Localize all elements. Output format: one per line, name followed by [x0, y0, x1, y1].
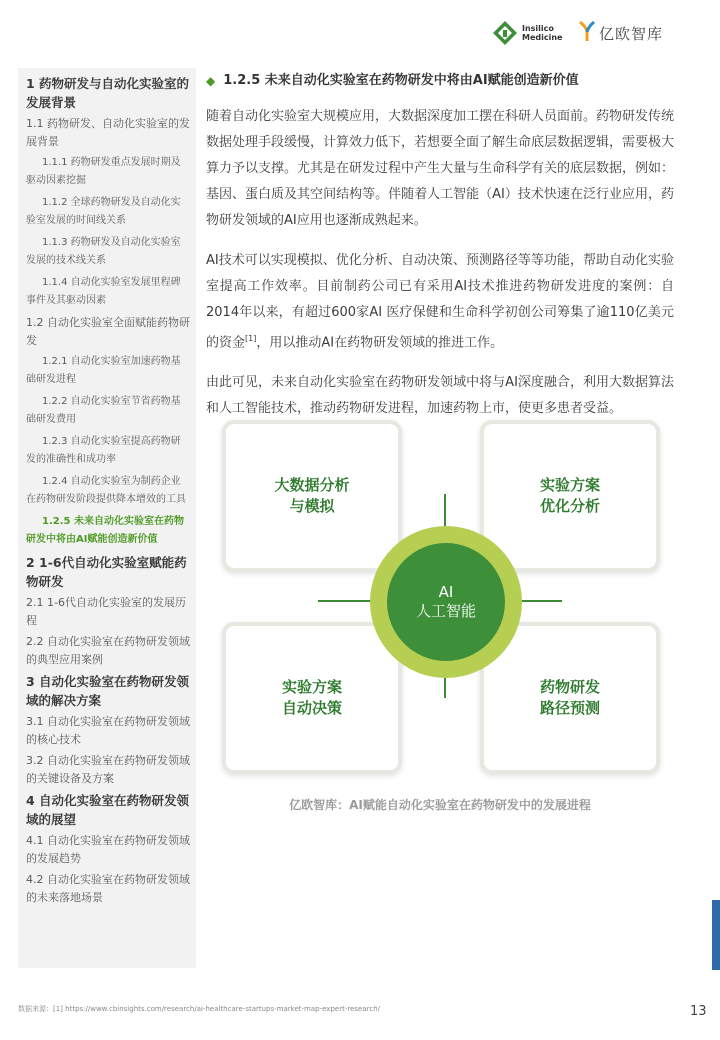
- table-of-contents: [18, 68, 196, 968]
- toc-item[interactable]: 1 药物研发与自动化实验室的发展背景: [26, 76, 190, 110]
- card-experiment-optimization: [480, 420, 660, 572]
- toc-item[interactable]: 3 自动化实验室在药物研发领域的解决方案: [26, 674, 190, 708]
- toc-item[interactable]: 1.2.2 自动化实验室节省药物基础研发费用: [26, 396, 181, 425]
- logo-line1: Insilico: [522, 24, 554, 33]
- insilico-logo-text: [522, 24, 562, 42]
- toc-item[interactable]: 1.1 药物研发、自动化实验室的发展背景: [26, 117, 190, 148]
- yiou-logo: [578, 18, 663, 48]
- logo-line2: Medicine: [522, 33, 563, 42]
- toc-item[interactable]: 1.1.1 药物研发重点发展时期及驱动因素挖掘: [26, 157, 181, 186]
- paragraph-1: 随着自动化实验室大规模应用，大数据深度加工摆在科研人员面前。药物研发传统数据处理手段缓慢，计算效力低下，若想要全面了解生命底层数据逻辑，需要极大算力予以支撑。尤其是在研发过程中产生大量与生命科学有关的底层数据，例如：基因、蛋白质及其空间结构等。伴随着人工智能（AI）技术快速在泛行业应用，药物研发领域的AI应用也逐渐成熟起来。: [206, 109, 675, 228]
- toc-item[interactable]: 3.1 自动化实验室在药物研发领域的核心技术: [26, 715, 190, 746]
- section-title: [206, 70, 674, 92]
- diamond-bullet-icon: ◆: [206, 74, 216, 88]
- page-number: 13: [690, 1004, 707, 1019]
- toc-item[interactable]: 1.1.3 药物研发及自动化实验室发展的技术线关系: [26, 237, 181, 266]
- card-label: 实验方案 优化分析: [539, 476, 600, 515]
- paragraph-2: [206, 248, 674, 356]
- center-line2: 人工智能: [415, 602, 476, 620]
- main-content: [206, 70, 674, 436]
- yiou-mark-icon: [578, 20, 596, 46]
- toc-item[interactable]: 2 1-6代自动化实验室赋能药物研发: [26, 555, 187, 589]
- yiou-logo-text: 亿欧智库: [599, 24, 664, 43]
- reference-marker[interactable]: [1]: [245, 334, 257, 343]
- toc-item[interactable]: 1.2.5 未来自动化实验室在药物研发中将由AI赋能创造新价值: [26, 516, 184, 545]
- card-label: 实验方案 自动决策: [281, 678, 342, 717]
- toc-item[interactable]: 2.2 自动化实验室在药物研发领域的典型应用案例: [26, 635, 190, 666]
- footer-source: 数据来源：[1] https://www.cbinsights.com/research/ai-healthcare-startups-market-map-expert-research/: [18, 1005, 380, 1013]
- toc-item[interactable]: 1.2.4 自动化实验室为制药企业在药物研发阶段提供降本增效的工具: [26, 476, 186, 505]
- edge-tab: [712, 900, 720, 970]
- card-label: 大数据分析 与模拟: [274, 476, 350, 515]
- insilico-logo: [492, 16, 568, 50]
- toc-item[interactable]: 4 自动化实验室在药物研发领域的展望: [26, 793, 190, 827]
- paragraph-2-text-a: AI技术可以实现模拟、优化分析、自动决策、预测路径等等功能，帮助自动化实验室提高工作效率。目前制药公司已有采用AI技术推进药物研发进度的案例：自2014年以来，有超过600家AI 医疗保健和生命科学初创公司筹集了逾110亿美元的资金: [206, 253, 674, 351]
- ai-center-core: [387, 543, 505, 661]
- card-experiment-decision: [222, 622, 402, 774]
- section-title-text: 1.2.5 未来自动化实验室在药物研发中将由AI赋能创造新价值: [223, 73, 579, 88]
- ai-diagram: [206, 410, 674, 790]
- insilico-diamond-icon: [492, 20, 518, 46]
- toc-item[interactable]: 1.1.4 自动化实验室发展里程碑事件及其驱动因素: [26, 277, 181, 306]
- toc-item[interactable]: 2.1 1-6代自动化实验室的发展历程: [26, 596, 186, 627]
- toc-item[interactable]: 1.1.2 全球药物研发及自动化实验室发展的时间线关系: [26, 197, 181, 226]
- toc-item[interactable]: 1.2 自动化实验室全面赋能药物研发: [26, 316, 190, 347]
- toc-item[interactable]: 1.2.3 自动化实验室提高药物研发的准确性和成功率: [26, 436, 181, 465]
- card-label: 药物研发 路径预测: [539, 678, 600, 717]
- toc-item[interactable]: 4.2 自动化实验室在药物研发领域的未来落地场景: [26, 873, 190, 904]
- paragraph-3: 由此可见，未来自动化实验室在药物研发领域中将与AI深度融合，利用大数据算法和人工智能技术，推动药物研发进程，加速药物上市，使更多患者受益。: [206, 375, 674, 417]
- toc-item[interactable]: 3.2 自动化实验室在药物研发领域的关键设备及方案: [26, 754, 190, 785]
- toc-item[interactable]: 4.1 自动化实验室在药物研发领域的发展趋势: [26, 834, 190, 865]
- diagram-caption: 亿欧智库：AI赋能自动化实验室在药物研发中的发展进程: [289, 798, 591, 812]
- center-line1: AI: [438, 583, 454, 601]
- card-big-data-analysis: [222, 420, 402, 572]
- toc-item[interactable]: 1.2.1 自动化实验室加速药物基础研发进程: [26, 356, 181, 385]
- paragraph-2-text-b: ，用以推动AI在药物研发领域的推进工作。: [256, 335, 504, 351]
- ai-center-ring: [370, 526, 522, 678]
